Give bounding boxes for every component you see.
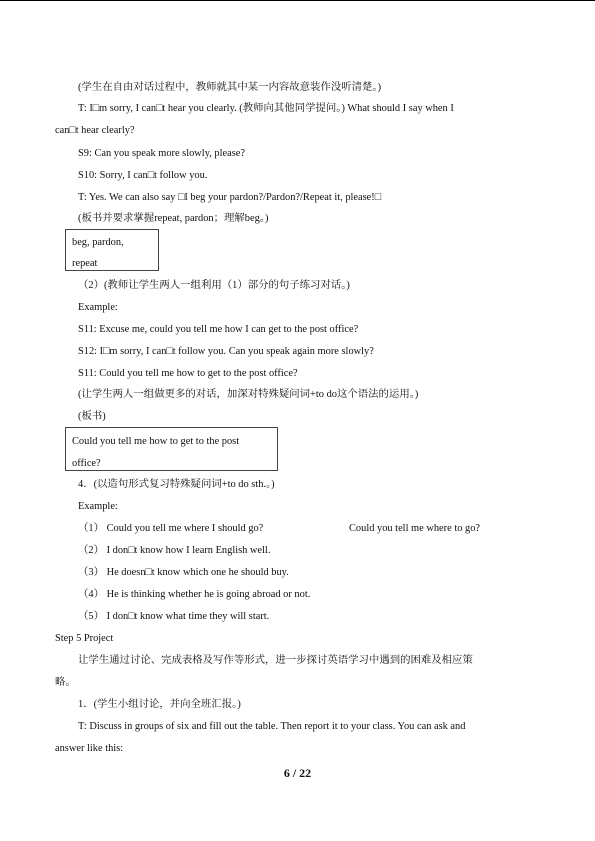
text-line: Example:: [78, 501, 118, 512]
text-line: S12: I□m sorry, I can□t follow you. Can you speak again more slowly?: [78, 346, 374, 357]
example-line: （5） I don□t know what time they will start.: [78, 611, 270, 622]
text-line: （2）(教师让学生两人一组利用（1）部分的句子练习对话。): [78, 280, 350, 291]
text-line: T: Discuss in groups of six and fill out the table. Then report it to your class. You can ask and: [78, 721, 466, 732]
text-line: S9: Can you speak more slowly, please?: [78, 148, 245, 159]
board-note-line: repeat: [72, 258, 98, 269]
text-line: (板书并要求掌握repeat, pardon；理解beg。): [78, 213, 269, 224]
text-line: S11: Excuse me, could you tell me how I can get to the post office?: [78, 324, 359, 335]
example-line: （3） He doesn□t know which one he should buy.: [78, 567, 289, 578]
text-line: (让学生两人一组做更多的对话，加深对特殊疑问词+to do这个语法的运用。): [78, 389, 419, 400]
board-note-line: office?: [72, 458, 101, 469]
text-line: T: Yes. We can also say □I beg your pardon?/Pardon?/Repeat it, please!□: [78, 192, 382, 203]
page-number: 6 / 22: [283, 766, 312, 780]
text-line: S11: Could you tell me how to get to the post office?: [78, 368, 298, 379]
text-line: answer like this:: [55, 743, 124, 754]
text-line: can□t hear clearly?: [55, 125, 135, 136]
text-line: T: I□m sorry, I can□t hear you clearly. (教师向其他同学提问。) What should I say when I: [78, 103, 454, 114]
example-line: （4） He is thinking whether he is going abroad or not.: [78, 589, 311, 600]
text-line: 略。: [55, 677, 76, 688]
text-line: Example:: [78, 302, 118, 313]
example-line: （1） Could you tell me where I should go?: [78, 523, 264, 534]
board-note-box: [65, 427, 278, 471]
text-line: (学生在自由对话过程中，教师就其中某一内容故意装作没听清楚。): [78, 82, 382, 93]
text-line: 让学生通过讨论、完成表格及写作等形式，进一步探讨英语学习中遇到的困难及相应策: [78, 655, 473, 666]
text-line: 4．(以造句形式复习特殊疑问词+to do sth.。): [78, 479, 275, 490]
board-note-box: [65, 229, 159, 271]
board-note-line: beg, pardon,: [72, 237, 124, 248]
example-line: （2） I don□t know how I learn English well.: [78, 545, 271, 556]
text-line: (板书): [78, 411, 106, 422]
board-note-line: Could you tell me how to get to the post: [72, 436, 240, 447]
top-rule: [0, 0, 595, 1]
text-line: 1．(学生小组讨论，并向全班汇报。): [78, 699, 241, 710]
section-heading: Step 5 Project: [55, 633, 114, 644]
example-answer: Could you tell me where to go?: [349, 523, 481, 534]
text-line: S10: Sorry, I can□t follow you.: [78, 170, 208, 181]
